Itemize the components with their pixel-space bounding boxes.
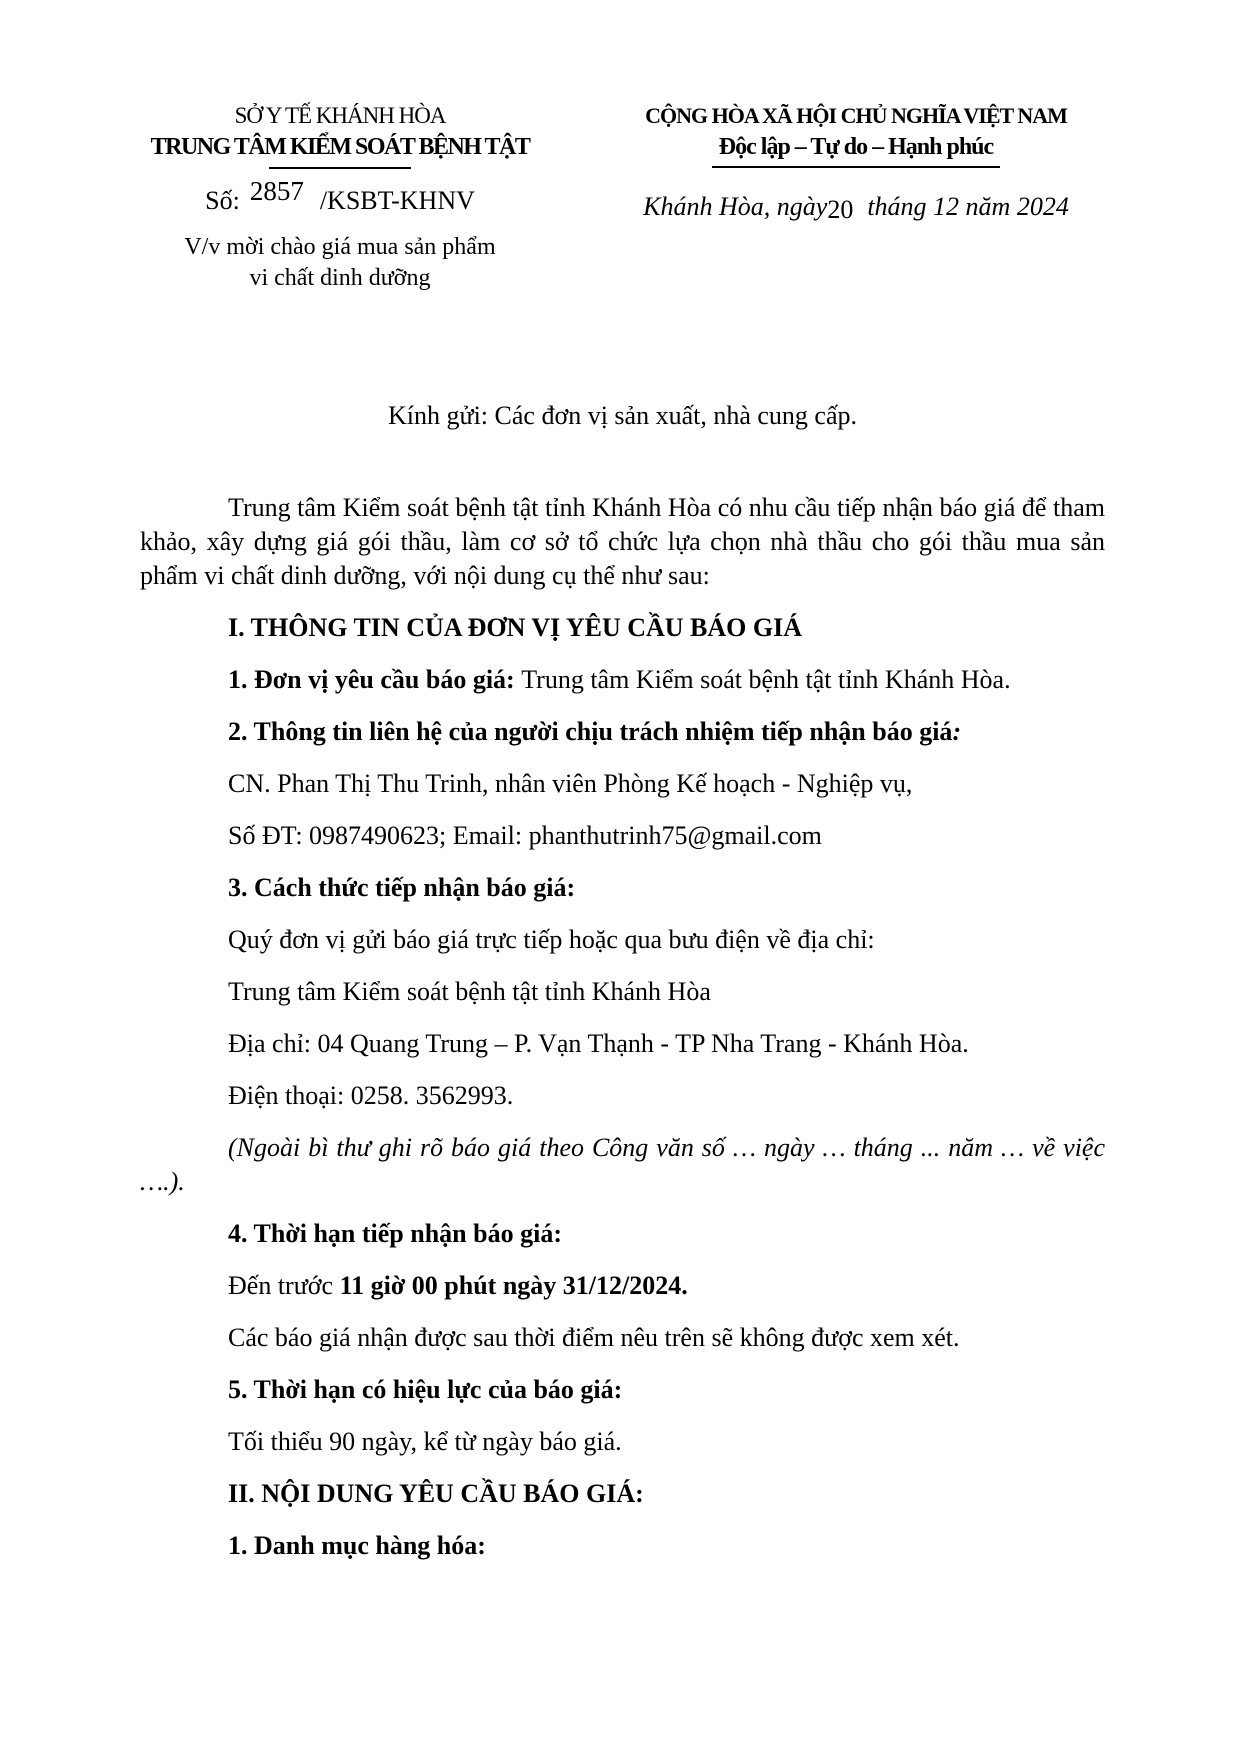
document-body <box>140 399 1105 1581</box>
item-2-label: 2. Thông tin liên hệ của người chịu trách nhiệm tiếp nhận báo giá <box>228 717 953 746</box>
item-1-text: Trung tâm Kiểm soát bệnh tật tỉnh Khánh Hòa. <box>521 665 1011 694</box>
national-motto-line-1: CỘNG HÒA XÃ HỘI CHỦ NGHĨA VIỆT NAM <box>645 103 1067 128</box>
item-2-line <box>140 715 1105 749</box>
item-3-line: 3. Cách thức tiếp nhận báo giá: <box>228 873 576 902</box>
item-3-org-line: Trung tâm Kiểm soát bệnh tật tỉnh Khánh Hòa <box>228 977 711 1006</box>
doc-number-line <box>138 176 542 218</box>
section-ii-heading: II. NỘI DUNG YÊU CẦU BÁO GIÁ: <box>228 1479 644 1508</box>
place-date-prefix: Khánh Hòa, ngày <box>643 192 828 221</box>
intro-paragraph: Trung tâm Kiểm soát bệnh tật tỉnh Khánh Hòa có nhu cầu tiếp nhận báo giá để tham khảo, xây dựng giá gói thầu, làm cơ sở tổ chức lựa chọn nhà thầu cho gói thầu mua sản phẩm vi chất dinh dưỡng, với nội dung cụ thể như sau: <box>140 493 1105 590</box>
header-left-rule <box>269 167 411 169</box>
header-right-rule <box>712 166 1000 168</box>
contact-phone-email-line: Số ĐT: 0987490623; Email: phanthutrinh75@gmail.com <box>228 821 822 850</box>
header-left-block <box>138 100 542 294</box>
dept-name: SỞ Y TẾ KHÁNH HÒA <box>234 103 446 128</box>
item-3-instruction-line: Quý đơn vị gửi báo giá trực tiếp hoặc qua bưu điện về địa chỉ: <box>228 925 875 954</box>
date-month-year: tháng 12 năm 2024 <box>867 192 1069 221</box>
subject-block <box>138 232 542 294</box>
item-4-line: 4. Thời hạn tiếp nhận báo giá: <box>228 1219 562 1248</box>
item-5-text-line: Tối thiểu 90 ngày, kể từ ngày báo giá. <box>228 1427 622 1456</box>
item-2-colon: : <box>952 717 962 746</box>
section-i-heading: I. THÔNG TIN CỦA ĐƠN VỊ YÊU CẦU BÁO GIÁ <box>228 613 803 642</box>
deadline-prefix: Đến trước <box>228 1271 340 1300</box>
item-1-label: 1. Đơn vị yêu cầu báo giá: <box>228 665 522 694</box>
doc-number-value: 2857 <box>249 176 304 206</box>
item-1-line <box>140 663 1105 697</box>
doc-number-suffix: /KSBT-KHNV <box>319 186 475 215</box>
national-motto-line-2: Độc lập – Tự do – Hạnh phúc <box>718 134 994 160</box>
item-4-deadline-line <box>140 1269 1105 1303</box>
item-3-address-line: Địa chỉ: 04 Quang Trung – P. Vạn Thạnh - TP Nha Trang - Khánh Hòa. <box>228 1029 969 1058</box>
center-name: TRUNG TÂM KIỂM SOÁT BỆNH TẬT <box>150 134 530 160</box>
doc-number-label: Số: <box>205 186 240 215</box>
deadline-value: 11 giờ 00 phút ngày 31/12/2024. <box>339 1271 688 1300</box>
section-ii-item-1-line: 1. Danh mục hàng hóa: <box>228 1531 486 1560</box>
item-5-line: 5. Thời hạn có hiệu lực của báo giá: <box>228 1375 623 1404</box>
place-date-line <box>606 190 1106 224</box>
contact-name-line: CN. Phan Thị Thu Trinh, nhân viên Phòng Kế hoạch - Nghiệp vụ, <box>228 769 913 798</box>
date-day: 20 <box>827 195 854 224</box>
envelope-note-paragraph: (Ngoài bì thư ghi rõ báo giá theo Công văn số … ngày … tháng ... năm … về việc ….). <box>140 1133 1105 1196</box>
header-right-block <box>606 100 1106 224</box>
item-4-note-line: Các báo giá nhận được sau thời điểm nêu trên sẽ không được xem xét. <box>228 1323 960 1352</box>
subject-line-2: vi chất dinh dưỡng <box>249 265 431 291</box>
item-3-phone-line: Điện thoại: 0258. 3562993. <box>228 1081 514 1110</box>
salutation-line: Kính gửi: Các đơn vị sản xuất, nhà cung cấp. <box>387 401 857 430</box>
subject-line-1: V/v mời chào giá mua sản phẩm <box>184 234 496 260</box>
